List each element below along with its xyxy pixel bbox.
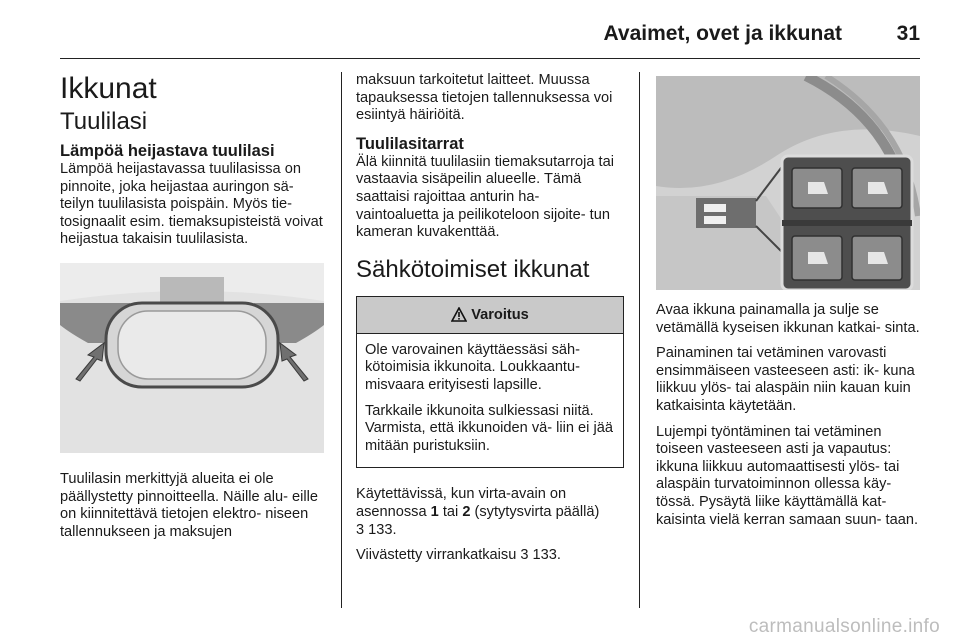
paragraph: Älä kiinnitä tuulilasiin tiemaksutarroja tai vastaavia sisäpeilin alueelle. Tämä saattaisi rajoittaa anturin ha- vaintoaluetta ja peilikoteloon sijoite- tun kameran kuvakenttää. (356, 153, 614, 241)
paragraph: Viivästetty virrankatkaisu 3 133. (356, 547, 561, 564)
warning-icon (451, 307, 467, 322)
position-2: 2 (462, 503, 471, 520)
warning-paragraph: Tarkkaile ikkunoita sulkiessasi niitä. Varmista, että ikkunoiden vä- liin ei jää mitään puristuksiin. (365, 402, 613, 454)
warning-title: Varoitus (471, 306, 529, 323)
paragraph: Lämpöä heijastavassa tuulilasissa on pinnoite, joka heijastaa auringon sä- teilyn tuulilasista poispäin. Myös tie- tosignaalit esim. tiemaksupisteistä voivat heijastua takaisin tuulilasista. (60, 161, 323, 248)
chapter-title: Ikkunat (60, 72, 157, 105)
column-divider (341, 72, 342, 608)
column-2 (356, 72, 624, 573)
paragraph: Lujempi työntäminen tai vetäminen toiseen vasteeseen asti ja vapautus: ikkuna liikkuu automaattisesti ylös- tai alaspäin turvatoiminnon ollessa käy- tössä. Pysäytä liike käyttämällä kat- kaisinta vielä kerran samaan suun- taan. (656, 423, 919, 528)
door-panel-figure (656, 76, 920, 290)
section-title: Sähkötoimiset ikkunat (356, 255, 590, 283)
paragraph: Käytettävissä, kun virta-avain on asennossa 1 tai 2 (sytytysvirta päällä) 3 133. (356, 486, 600, 538)
column-divider (639, 72, 640, 608)
watermark: carmanualsonline.info (748, 616, 940, 637)
paragraph: maksuun tarkoitetut laitteet. Muussa tapauksessa tietojen tallennuksessa voi esiintyä häiriöitä. (356, 72, 613, 124)
warning-box (356, 296, 624, 469)
windshield-mirror-figure (60, 263, 324, 453)
page-reference: 3 133. (356, 521, 397, 538)
mirror-illustration (60, 263, 324, 453)
window-switch-photo (656, 76, 920, 290)
paragraph: Avaa ikkuna painamalla ja sulje se vetämällä kyseisen ikkunan katkai- sinta. (656, 302, 920, 336)
column-3 (656, 72, 922, 537)
section-title: Tuulilasi (60, 108, 148, 135)
page-number: 31 (896, 22, 920, 45)
page-header (60, 14, 920, 59)
paragraph: Tuulilasin merkittyjä alueita ei ole päällystetty pinnoitteella. Näille alu- eille on kiinnitettävä tietojen elektro- niseen tallennukseen ja maksujen (60, 470, 318, 540)
column-1 (60, 72, 324, 549)
paragraph: Painaminen tai vetäminen varovasti ensimmäiseen vasteeseen asti: ik- kuna liikkuu ylös- tai alaspäin niin kauan kuin katkaisinta käytetään. (656, 345, 915, 414)
subsection-title: Lämpöä heijastava tuulilasi (60, 142, 275, 160)
subsection-title: Tuulilasitarrat (356, 134, 464, 153)
warning-paragraph: Ole varovainen käyttäessäsi säh- kötoimisia ikkunoita. Loukkaantu- misvaara erityisesti lapsille. (365, 341, 580, 393)
position-1: 1 (430, 503, 439, 520)
header-title: Avaimet, ovet ja ikkunat (603, 22, 842, 45)
warning-header (357, 297, 623, 334)
